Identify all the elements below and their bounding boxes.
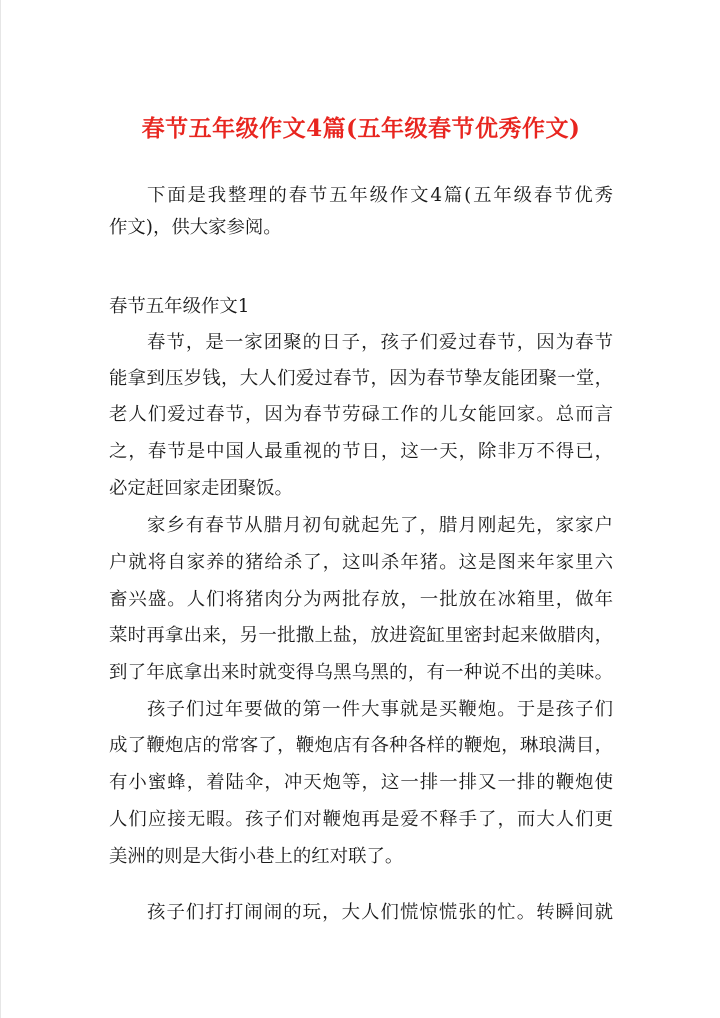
paragraph-line: 必定赶回家走团聚饭。: [109, 478, 293, 499]
paragraph-line: 菜时再拿出来，另一批撒上盐，放进瓷缸里密封起来做腊肉，: [109, 625, 613, 646]
paragraph-line: 春节，是一家团聚的日子，孩子们爱过春节，因为春节: [147, 332, 613, 353]
document-title: 春节五年级作文4篇(五年级春节优秀作文): [141, 115, 581, 142]
paragraph-line: 孩子们过年要做的第一件大事就是买鞭炮。于是孩子们: [147, 699, 613, 720]
paragraph-line: 能拿到压岁钱，大人们爱过春节，因为春节挚友能团聚一堂，: [109, 368, 613, 389]
paragraph-line: 成了鞭炮店的常客了，鞭炮店有各种各样的鞭炮，琳琅满目，: [109, 735, 613, 756]
paragraph-line: 到了年底拿出来时就变得乌黑乌黑的，有一种说不出的美味。: [109, 662, 613, 683]
section-heading: 春节五年级作文1: [109, 296, 250, 317]
paragraph-line: 户就将自家养的猪给杀了，这叫杀年猪。这是图来年家里六: [109, 552, 613, 573]
paragraph-line: 家乡有春节从腊月初旬就起先了，腊月刚起先，家家户: [147, 515, 613, 536]
paragraph-line: 人们应接无暇。孩子们对鞭炮再是爱不释手了，而大人们更: [109, 809, 613, 830]
paragraph-line: 孩子们打打闹闹的玩，大人们慌惊慌张的忙。转瞬间就: [147, 902, 613, 923]
paragraph-line: 有小蜜蜂，着陆伞，冲天炮等，这一排一排又一排的鞭炮使: [109, 772, 613, 793]
paragraph-line: 之，春节是中国人最重视的节日，这一天，除非万不得已，: [109, 441, 613, 462]
paragraph-line: 畜兴盛。人们将猪肉分为两批存放，一批放在冰箱里，做年: [109, 589, 613, 610]
paragraph-line: 美洲的则是大街小巷上的红对联了。: [109, 846, 404, 867]
intro-line: 下面是我整理的春节五年级作文4篇(五年级春节优秀: [147, 185, 613, 206]
paragraph-line: 老人们爱过春节，因为春节劳碌工作的儿女能回家。总而言: [109, 404, 613, 425]
intro-line: 作文)，供大家参阅。: [109, 217, 282, 238]
